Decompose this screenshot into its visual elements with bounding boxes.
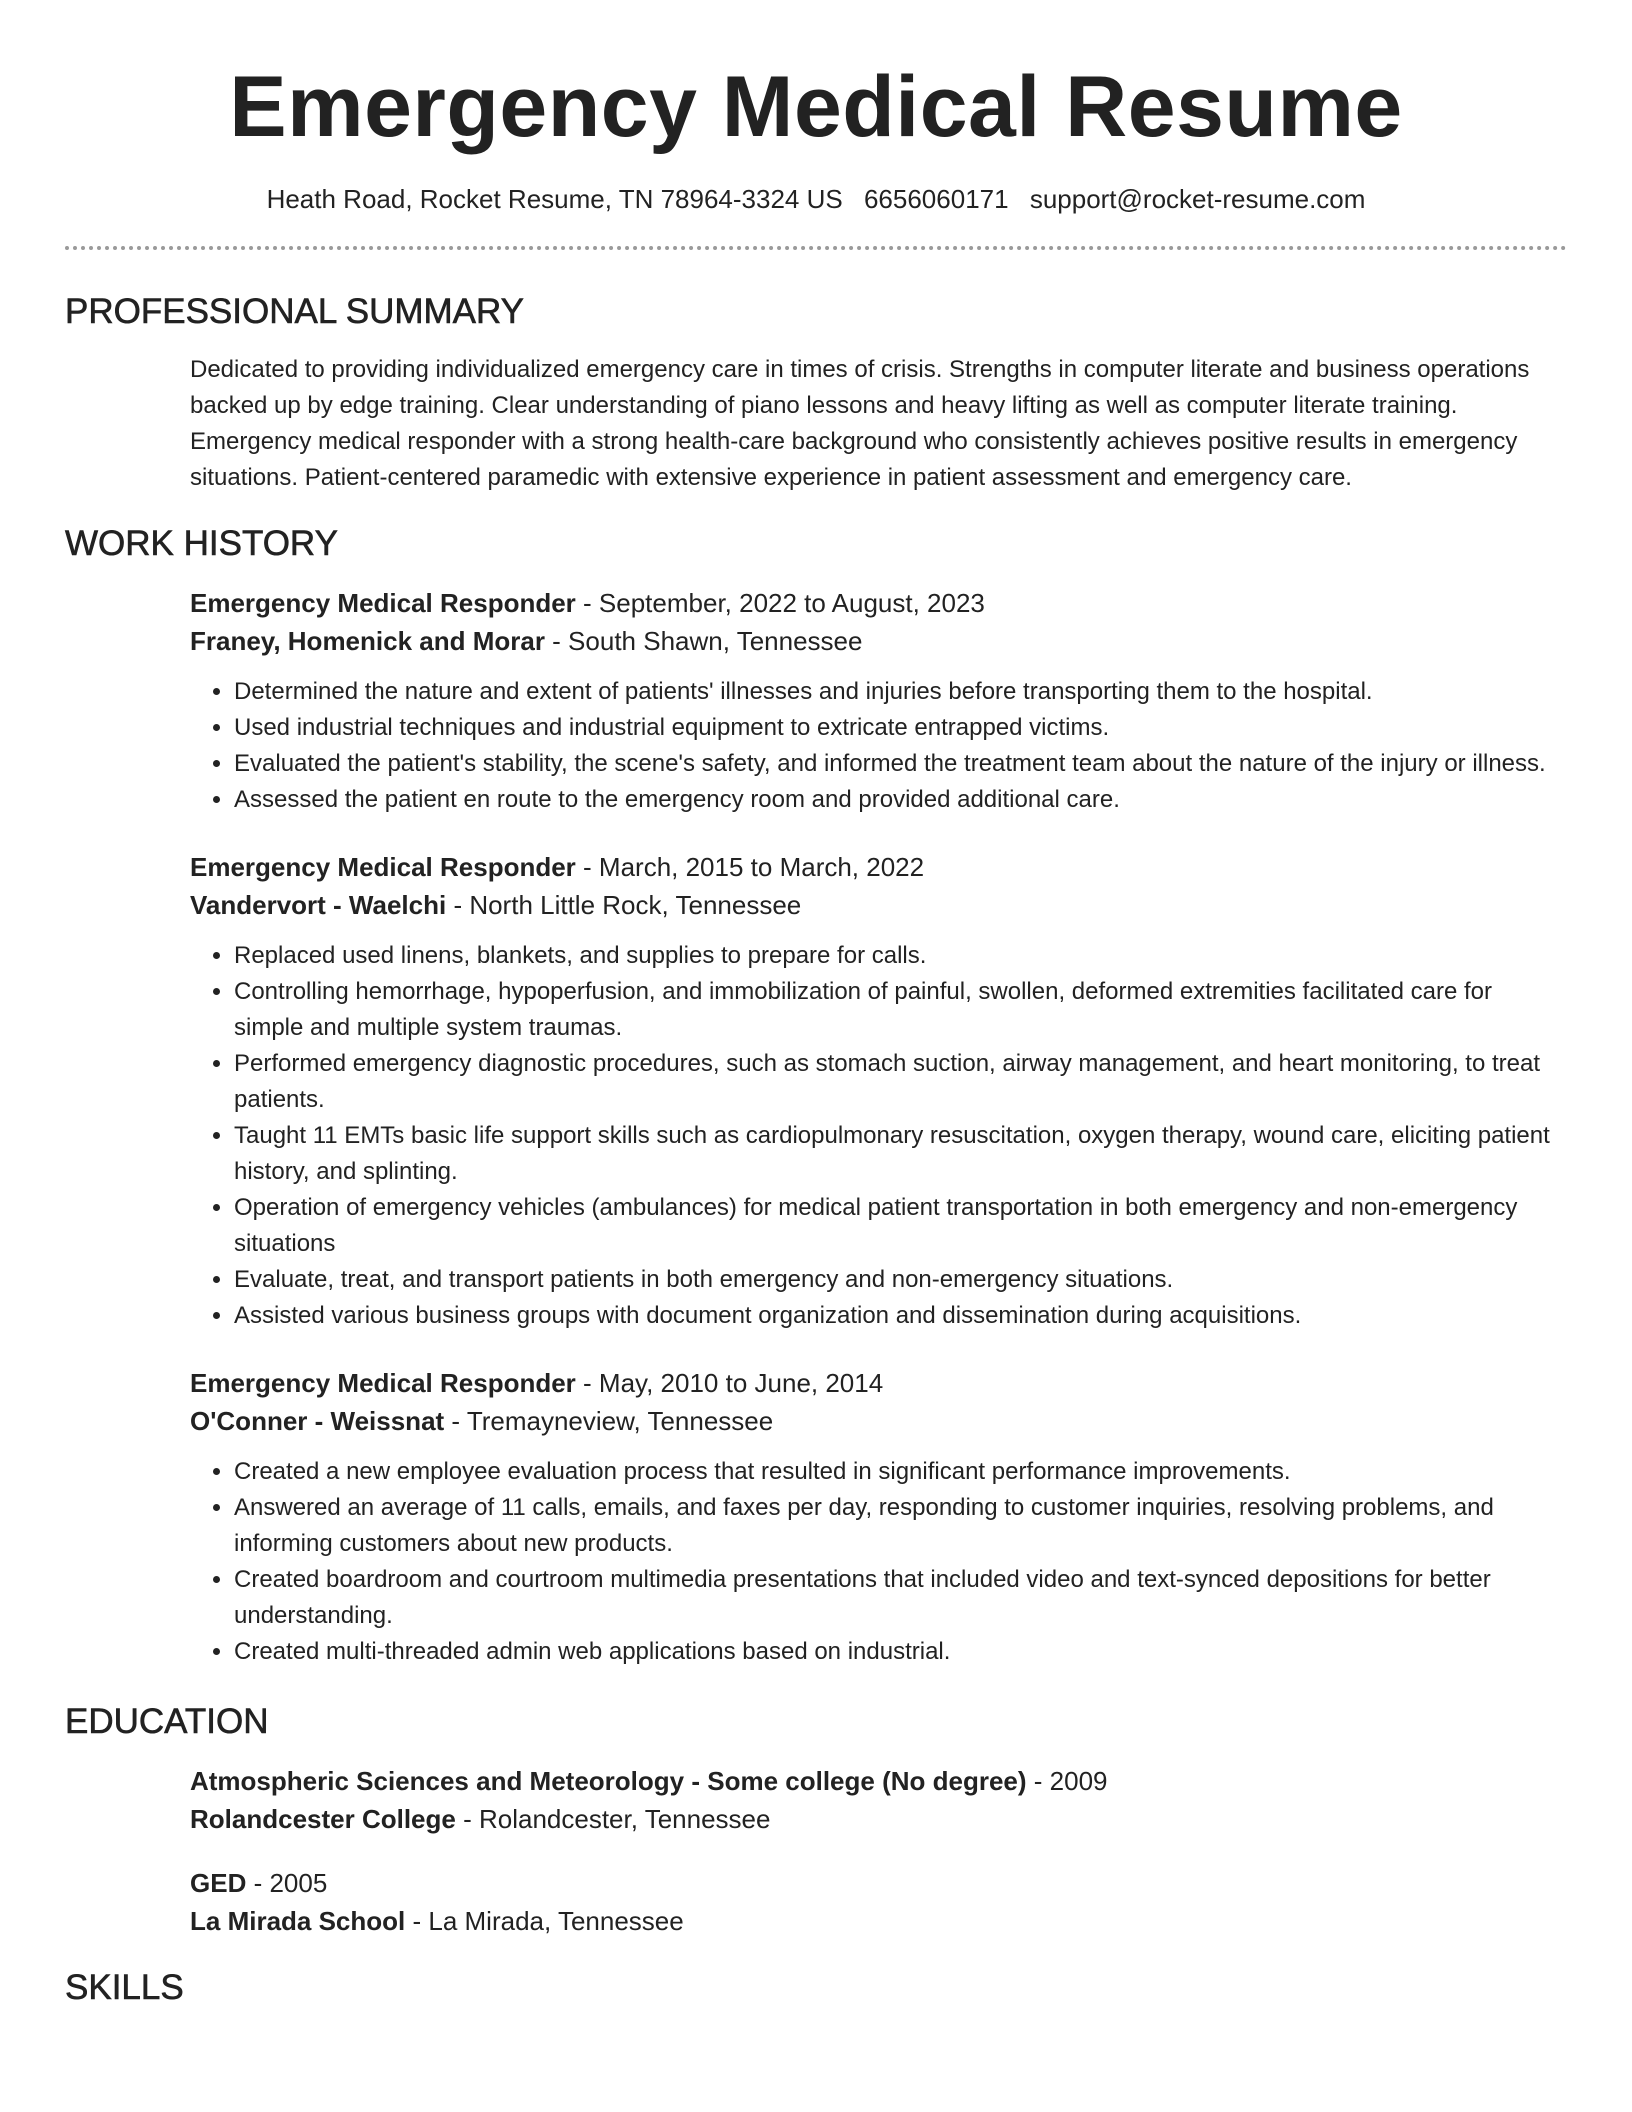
list-item: • Evaluated the patient's stability, the scene's safety, and informed the treatment team about the nature of the injury or illness. — [234, 746, 1567, 782]
job-location: - Tremayneview, Tennessee — [444, 1406, 774, 1436]
section-education — [65, 1700, 1567, 1940]
job-company: O'Conner - Weissnat — [190, 1406, 445, 1436]
job-bullets — [190, 674, 1567, 818]
list-item: • Taught 11 EMTs basic life support skills such as cardiopulmonary resuscitation, oxygen therapy, wound care, eliciting patient history, and splinting. — [234, 1118, 1567, 1190]
list-item: • Created boardroom and courtroom multimedia presentations that included video and text-synced depositions for better understanding. — [234, 1562, 1567, 1634]
section-title-education: EDUCATION — [65, 1702, 269, 1741]
section-title-skills: SKILLS — [65, 1968, 184, 2007]
education-year: - 2009 — [1026, 1766, 1108, 1796]
resume-header — [65, 0, 1567, 250]
education-degree-line — [190, 1762, 1567, 1800]
education-degree: Atmospheric Sciences and Meteorology - Some college (No degree) — [190, 1766, 1027, 1796]
section-title-work: WORK HISTORY — [65, 524, 338, 563]
education-school-line — [190, 1800, 1567, 1838]
section-skills — [65, 1966, 1567, 2010]
list-item: • Determined the nature and extent of patients' illnesses and injuries before transporting them to the hospital. — [234, 674, 1567, 710]
resume-title: Emergency Medical Resume — [229, 59, 1403, 155]
job-bullets — [190, 938, 1567, 1334]
list-item: • Replaced used linens, blankets, and supplies to prepare for calls. — [234, 938, 1567, 974]
contact-address: Heath Road, Rocket Resume, TN 78964-3324 US — [266, 184, 843, 214]
job-bullets — [190, 1454, 1567, 1670]
list-item: • Assessed the patient en route to the emergency room and provided additional care. — [234, 782, 1567, 818]
job-role: Emergency Medical Responder — [190, 1368, 576, 1398]
education-year: - 2005 — [246, 1868, 328, 1898]
job-company: Franey, Homenick and Morar — [190, 626, 545, 656]
job-role-line — [190, 848, 1567, 886]
job-role: Emergency Medical Responder — [190, 852, 576, 882]
list-item: • Created multi-threaded admin web applications based on industrial. — [234, 1634, 1567, 1670]
job-dates: - May, 2010 to June, 2014 — [575, 1368, 884, 1398]
job-company-line — [190, 886, 1567, 924]
section-professional-summary — [65, 290, 1567, 496]
education-entry — [190, 1762, 1567, 1838]
summary-text: Dedicated to providing individualized emergency care in times of crisis. Strengths in computer literate and business operations backed up by edge training. Clear understanding of piano lessons and heavy lifting as well as computer literate training. Emergency medical responder with a strong health-care background who consistently achieves positive results in emergency situations. Patient-centered paramedic with extensive experience in patient assessment and emergency care. — [190, 356, 1530, 491]
list-item: • Performed emergency diagnostic procedures, such as stomach suction, airway management, and heart monitoring, to treat patients. — [234, 1046, 1567, 1118]
job-company-line — [190, 1402, 1567, 1440]
list-item: • Evaluate, treat, and transport patients in both emergency and non-emergency situations. — [234, 1262, 1567, 1298]
job-role: Emergency Medical Responder — [190, 588, 576, 618]
job-location: - South Shawn, Tennessee — [544, 626, 863, 656]
job-location: - North Little Rock, Tennessee — [446, 890, 802, 920]
job-dates: - March, 2015 to March, 2022 — [575, 852, 925, 882]
section-work-history — [65, 522, 1567, 1670]
list-item: • Answered an average of 11 calls, emails, and faxes per day, responding to customer inquiries, resolving problems, and informing customers about new products. — [234, 1490, 1567, 1562]
job-entry — [190, 1364, 1567, 1670]
work-body — [65, 584, 1567, 1670]
education-school-line — [190, 1902, 1567, 1940]
section-title-summary: PROFESSIONAL SUMMARY — [65, 292, 524, 331]
job-company-line — [190, 622, 1567, 660]
contact-line — [65, 182, 1567, 216]
education-school: La Mirada School — [190, 1906, 406, 1936]
contact-email: support@rocket-resume.com — [1029, 184, 1366, 214]
education-entry — [190, 1864, 1567, 1940]
job-entry — [190, 584, 1567, 818]
job-role-line — [190, 1364, 1567, 1402]
list-item: • Created a new employee evaluation process that resulted in significant performance improvements. — [234, 1454, 1567, 1490]
contact-phone: 6656060171 — [863, 184, 1009, 214]
education-location: - La Mirada, Tennessee — [405, 1906, 684, 1936]
education-degree-line — [190, 1864, 1567, 1902]
job-entry — [190, 848, 1567, 1334]
education-school: Rolandcester College — [190, 1804, 456, 1834]
education-location: - Rolandcester, Tennessee — [455, 1804, 771, 1834]
list-item: • Controlling hemorrhage, hypoperfusion, and immobilization of painful, swollen, deformed extremities facilitated care for simple and multiple system traumas. — [234, 974, 1567, 1046]
job-company: Vandervort - Waelchi — [190, 890, 447, 920]
list-item: • Used industrial techniques and industrial equipment to extricate entrapped victims. — [234, 710, 1567, 746]
list-item: • Assisted various business groups with document organization and dissemination during acquisitions. — [234, 1298, 1567, 1334]
header-divider — [65, 246, 1567, 250]
list-item: • Operation of emergency vehicles (ambulances) for medical patient transportation in both emergency and non-emergency situations — [234, 1190, 1567, 1262]
job-role-line — [190, 584, 1567, 622]
summary-body — [65, 352, 1567, 496]
education-body — [65, 1762, 1567, 1940]
job-dates: - September, 2022 to August, 2023 — [575, 588, 985, 618]
education-degree: GED — [190, 1868, 247, 1898]
